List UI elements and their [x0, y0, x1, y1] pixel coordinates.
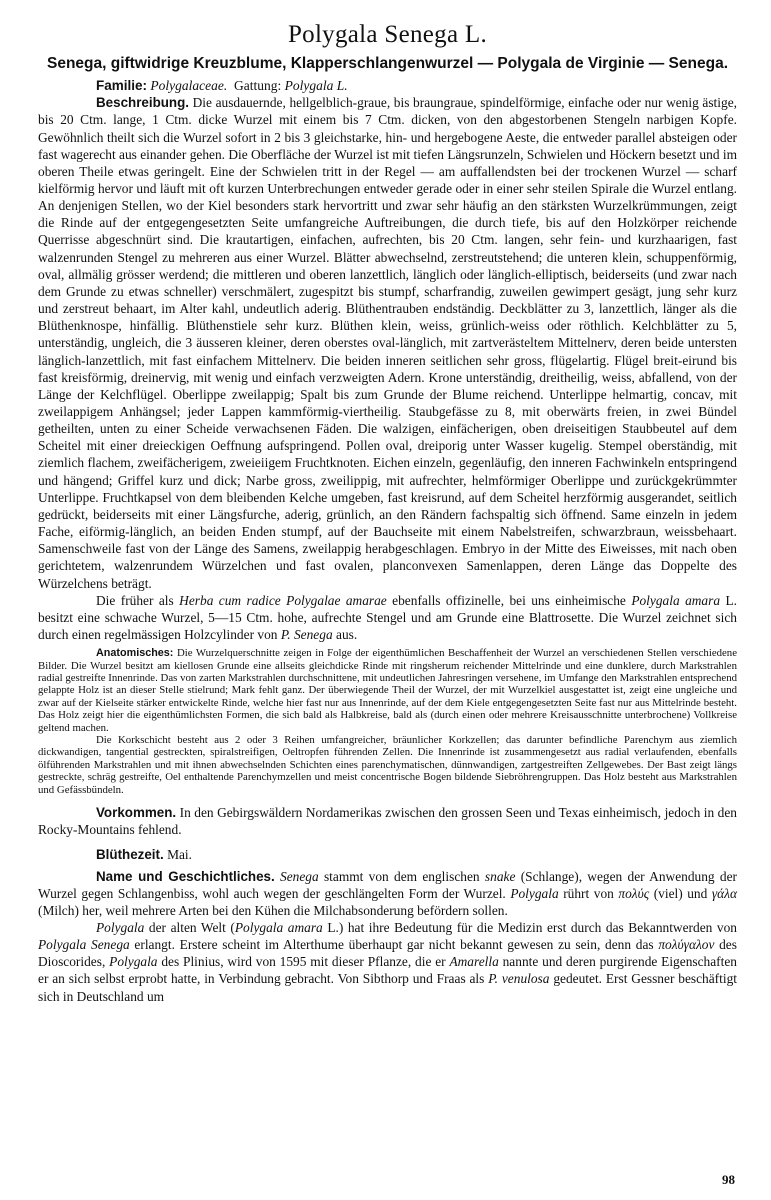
history-paragraph: [38, 919, 737, 1005]
amara-text-3: L. besitzt eine schwache Wurzel, 5—15 Ctm. hohe, aufrechte Stengel und am Grunde eine Blattrosette. Die Wurzel zeichnet sich durch einen regelmässigen Holzcylinder von: [38, 592, 737, 643]
history-venulosa: P. venulosa: [488, 971, 550, 987]
history-text-2: L.) hat ihre Bedeutung für die Medizin erst durch das Bekanntwerden von: [327, 920, 737, 936]
anatomisches-paragraph: [38, 647, 737, 734]
history-amara: Polygala amara: [234, 920, 323, 936]
history-text-7: gedeutet. Erst Gessner beschäftigt sich in Deutschland um: [38, 971, 737, 1004]
page-subtitle: Senega, giftwidrige Kreuzblume, Klapperschlangenwurzel — Polygala de Virginie — Senega.: [46, 55, 729, 72]
name-senega: Senega: [280, 868, 319, 884]
name-label: Name und Geschichtliches.: [96, 868, 275, 884]
history-polygala: Polygala: [96, 920, 145, 936]
name-text-4: (viel) und: [653, 885, 708, 901]
name-gala: γάλα: [711, 885, 737, 901]
page-number: 98: [722, 1172, 735, 1187]
history-text-4: des Dioscorides,: [38, 937, 737, 970]
vorkommen-paragraph: [38, 804, 737, 838]
name-paragraph: [38, 868, 737, 919]
gattung-value: Polygala L.: [284, 78, 348, 93]
anatomisches-text: Die Wurzelquerschnitte zeigen in Folge der eigenthümlichen Beschaffenheit der Wurzel an verschiedenen Stellen verschiedene Bilder. Die Wurzel besitzt am kiellosen Grunde eine allseits gleichdicke Rinde mit ringsherum reichender Mittelrinde und eine dunklere, durch Markstrahlen radial gestreifte Innenrinde. Das von zarten Markstrahlen durchschnittene, mit undeutlichen Jahresringen versehene, im Umfange den Markstrahlen entsprechend gelappte Holz ist an dieser Stelle stielrund; Mark fehlt ganz. Der überwiegende Theil der Wurzel, der mit Wurzelkiel ausgestattet ist, zeigt eine ungleiche und zwar auf der Kielseite stärker entwickelte Rinde, welche hier fast nur aus Innenrinde, auf der dem Kiele entgegengesetzten Seite fast nur aus Mittelrinde besteht. Das Holz zeigt hier die eigenthümlichsten Formen, die sich bald als Halbkreise, bald als (durch einen oder mehrere Kreisausschnitte unterbrochene) Vollkreise geltend machen.: [38, 647, 737, 734]
bluethezeit-text: Mai.: [167, 847, 192, 863]
beschreibung-label: Beschreibung.: [96, 95, 190, 111]
amara-paragraph: [38, 592, 737, 643]
gattung-label: Gattung:: [233, 78, 282, 93]
amara-text-2: ebenfalls offizinelle, bei uns einheimische: [392, 592, 626, 608]
amara-text-4: aus.: [336, 627, 358, 643]
familie-label: Familie:: [96, 78, 148, 93]
name-text-5: (Milch) her, weil mehrere Arten bei den Kühen die Milchabsonderung befördern sollen.: [38, 902, 508, 918]
vorkommen-text: In den Gebirgswäldern Nordamerikas zwischen den grossen Seen und Texas einheimisch, jedoch in den Rocky-Mountains fehlend.: [38, 805, 737, 838]
name-text-3: rührt von: [563, 885, 614, 901]
amara-herba: Herba cum radice Polygalae amarae: [179, 592, 387, 608]
history-text-1: der alten Welt (: [148, 920, 235, 936]
name-text-1: stammt von dem englischen: [323, 868, 480, 884]
amara-text-1: Die früher als: [96, 592, 174, 608]
familie-value: Polygalaceae.: [150, 78, 228, 93]
anatomisches-label: Anatomisches:: [96, 647, 174, 660]
history-plinius: Polygala: [109, 954, 158, 970]
history-greek: πολύγαλον: [658, 937, 715, 953]
bluethezeit-paragraph: [38, 846, 737, 863]
name-text-2: (Schlange), wegen der Anwendung der Wurzel gegen Schlangenbiss, wohl auch wegen der geschlängelten Form der Wurzel.: [38, 868, 737, 901]
amara-senega: P. Senega: [280, 627, 333, 643]
beschreibung-text: Die ausdauernde, hellgelblich-graue, bis braungraue, spindelförmige, einfache oder nur wenig ästige, bis 20 Ctm. lange, 1 Ctm. dicke Wurzel mit einem bis 7 Ctm. dicken, von den abgestorbenen Stengeln narbigen Kopfe. Gewöhnlich theilt sich die Wurzel sofort in 2 bis 3 gleichstarke, hin- und hergebogene Aeste, die entweder parallel absteigen oder fast wagerecht aus einander gehen. Die Oberfläche der Wurzel ist mit tiefen Längsrunzeln, Schwielen und Höckern besetzt und im oberen Theile etwas geringelt. Eine der Schwielen tritt in der Regel — am auffallendsten bei der trockenen Wurzel — scharf kielförmig hervor und läuft mit oft kurzen Unterbrechungen entweder gerade oder in einer sehr steilen Spirale die Wurzel entlang. An denjenigen Stellen, wo der Kiel besonders stark hervortritt und zwar sehr häufig an den stärksten Wurzelkrümmungen, zeigt die Rinde auf der entgegengesetzten Seite umfangreiche Auftreibungen, die durch tiefe, bis auf den Holzkörper reichende Querrisse abgeschnürt sind. Die krautartigen, einfachen, aufrechten, bis 20 Ctm. langen, sehr fein- und kurzhaarigen, fast walzenrunden Stengel zu mehreren aus einer Wurzel. Blätter abwechselnd, zerstreutstehend; die unteren klein, schuppenförmig, oval, allmälig grösser werdend; die mittleren und oberen lanzettlich, länglich oder länglich-elliptisch, beiderseits (und zwar nach dem Grunde zu etwas schneller) verschmälert, zugespitzt bis stumpf, scharfrandig, zuweilen gewimpert gesägt, jung sehr kurz und zerstreut behaart, im Alter kahl, undeutlich aderig. Blüthentrauben endständig. Deckblätter zu 3, lanzettlich, länger als die Blüthenknospe, hinfällig. Blüthenstiele sehr kurz. Blüthen klein, weiss, grünlich-weiss oder röthlich. Kelchblätter zu 5, unterständig, ungleich, die 3 äusseren kleiner, deren oberstes oval-länglich, mit zartverästeltem Mittelnerv, deren beide untersten länglich-lanzettlich, mit fast einfachem Mittelnerv. Die beiden inneren seitlichen sehr gross, flügelartig. Flügel breit-eirund bis fast kreisförmig, dreinervig, mit wenig und einfach verzweigten Adern. Krone unterständig, dreitheilig, weiss, abfallend, von der Länge der Kelchflügel. Oberlippe zweilappig; Spalt bis zum Grunde der Blume reichend. Unterlippe helmartig, concav, mit zweilappigem Anhängsel; jeder Lappen kammförmig-viertheilig. Staubgefässe zu 8, mit oberwärts freien, in zwei Bündel getheilten, unten zu einer Scheide verwachsenen Fäden. Die walzigen, einfächerigen, oben dreiseitigen Staubbeutel auf dem Scheitel mit einer dreieckigen Oeffnung aufspringend. Pollen oval, dreiporig unter Wasser kugelig. Stempel oberständig, mit ziemlich flachem, zweifächerigem, zweieiigem Fruchtknoten. Eichen einzeln, gegenläufig, den inneren Fachwinkeln entspringend und hängend; Griffel kurz und dick; Narbe gross, zweilippig, mit aufrechter, helmförmiger Oberlippe und zurückgekrümmter Unterlippe. Fruchtkapsel von dem bleibenden Kelche umgeben, fast kreisrund, auf dem Scheitel herzförmig ausgerandet, seitlich gedrückt, beiderseits mit einer Längsfurche, aderig, grünlich, an den Rändern fachspaltig sich öffnend. Same einzeln in jedem Fache, eiförmig-länglich, an beiden Enden stumpf, auf der Bauchseite mit einem Nabelstreifen, schwarzbraun, weissbehaart. Samenschweile fast von der Länge des Samens, zweilappig herabgeschlagen. Embryo in der Mitte des Eiweisses, mit nach oben gerichtetem, walzenrundem Würzelchen und fast ovalen, planconvexen Samenlappen, deren Länge das Doppelte des Würzelchens beträgt.: [38, 95, 737, 591]
beschreibung-paragraph: [38, 94, 737, 592]
history-senega: Polygala Senega: [38, 937, 130, 953]
history-text-6: nannte und deren purgirende Eigenschaften er an sich selbst erprobt hatte, in Verbindung gebracht. Von Sibthorp und Fraas als: [38, 954, 737, 987]
name-snake: snake: [484, 868, 516, 884]
anatomisches-paragraph-2: Die Korkschicht besteht aus 2 oder 3 Reihen umfangreicher, bräunlicher Korkzellen; das darunter befindliche Parenchym aus ziemlich dickwandigen, tangential gestreckten, spiralstreifigen, Oeltropfen führenden Zellen. Die Innenrinde ist zusammengesetzt aus radial verlaufenden, ebenfalls ölführenden Markstrahlen und mit ihnen abwechselnden Schichten eines parenchymatischen, dünnwandigen, zartgestreiften Zellgewebes. Der Bast zeigt längs gestreckte, schräg gestreifte, Oel enthaltende Parenchymzellen und meist concentrische Bogen bildende Siebröhrengruppen. Das Holz besteht aus Markstrahlen und Gefässbündeln.: [38, 734, 737, 796]
history-text-5: des Plinius, wird von 1595 mit dieser Pflanze, die er: [161, 954, 446, 970]
name-polygala: Polygala: [510, 885, 559, 901]
name-polys: πολύς: [618, 885, 650, 901]
history-text-3: erlangt. Erstere scheint im Alterthume überhaupt gar nicht bekannt gewesen zu sein, denn das: [134, 937, 654, 953]
bluethezeit-label: Blüthezeit.: [96, 847, 164, 863]
vorkommen-label: Vorkommen.: [96, 805, 177, 821]
page-title: Polygala Senega L.: [287, 21, 488, 48]
familie-line: [38, 77, 737, 94]
history-amarella: Amarella: [449, 954, 499, 970]
amara-species: Polygala amara: [631, 592, 721, 608]
